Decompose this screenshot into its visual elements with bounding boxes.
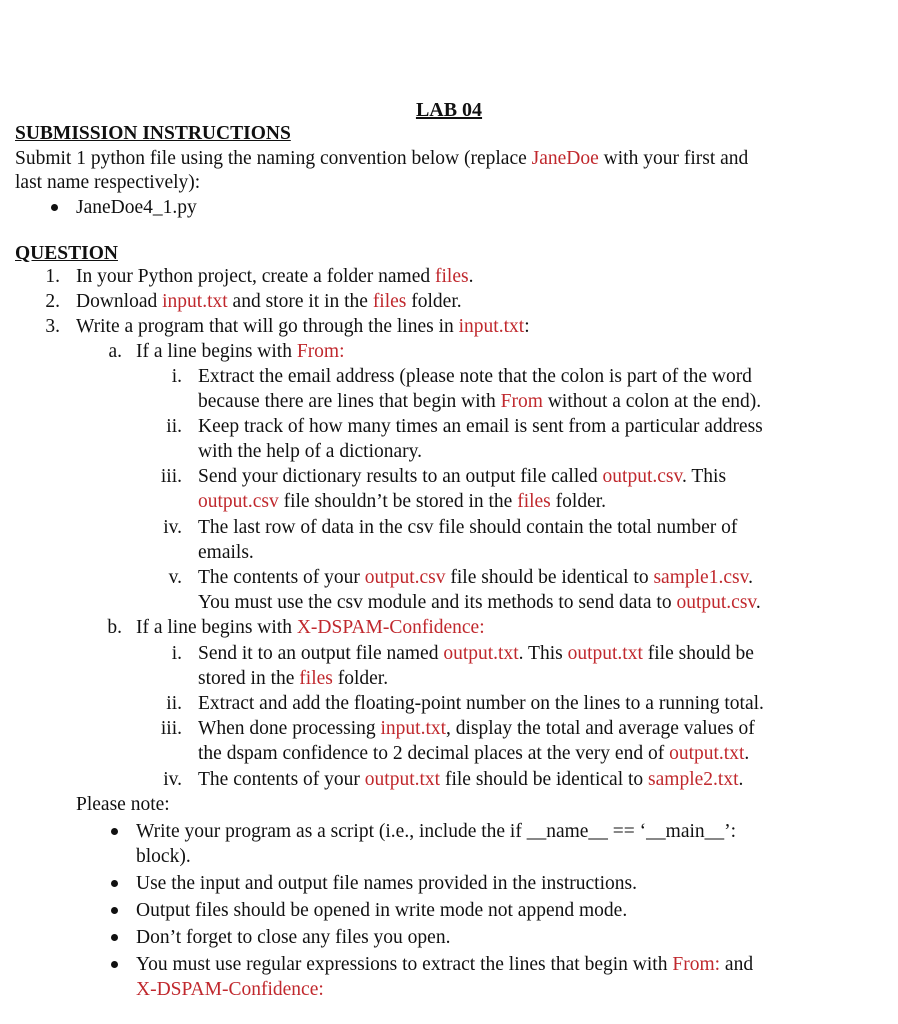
a-iii-line-1: Send your dictionary results to an output file called output.csv. This — [198, 466, 727, 487]
roman-number: i. — [171, 366, 182, 387]
note-heading: Please note: — [76, 794, 170, 815]
submission-line-2: last name respectively): — [15, 172, 201, 193]
a-iii-line-2: output.csv file shouldn’t be stored in the files folder. — [198, 491, 607, 512]
b-iv-line-1: The contents of your output.txt file should be identical to sample2.txt. — [198, 769, 744, 790]
question-item-1: In your Python project, create a folder named files. — [76, 266, 474, 287]
bullet-icon — [111, 934, 118, 941]
note-3: Output files should be opened in write mode not append mode. — [136, 900, 628, 921]
roman-number: i. — [171, 643, 182, 664]
item-number: 3. — [45, 316, 60, 337]
question-item-2: Download input.txt and store it in the files folder. — [76, 291, 462, 312]
sub-item-letter: b. — [107, 617, 122, 638]
submission-heading: SUBMISSION INSTRUCTIONS — [15, 123, 291, 144]
b-iii-line-2: the dspam confidence to 2 decimal places at the very end of output.txt. — [198, 743, 750, 764]
roman-number: iv. — [163, 769, 182, 790]
roman-number: ii. — [166, 693, 182, 714]
submission-filename: JaneDoe4_1.py — [76, 197, 197, 218]
b-iii-line-1: When done processing input.txt, display the total and average values of — [198, 718, 755, 739]
roman-number: iii. — [160, 718, 182, 739]
a-i-line-1: Extract the email address (please note that the colon is part of the word — [198, 366, 752, 387]
a-iv-line-2: emails. — [198, 542, 254, 563]
bullet-icon — [111, 961, 118, 968]
submission-line-1: Submit 1 python file using the naming convention below (replace JaneDoe with your first and — [15, 148, 749, 169]
bullet-icon — [111, 880, 118, 887]
a-ii-line-1: Keep track of how many times an email is sent from a particular address — [198, 416, 763, 437]
bullet-icon — [111, 828, 118, 835]
b-i-line-2: stored in the files folder. — [198, 668, 389, 689]
roman-number: v. — [168, 567, 182, 588]
item-number: 1. — [45, 266, 60, 287]
bullet-icon — [111, 907, 118, 914]
a-ii-line-2: with the help of a dictionary. — [198, 441, 423, 462]
roman-number: iv. — [163, 517, 182, 538]
note-1-line-1: Write your program as a script (i.e., include the if __name__ == ‘__main__’: — [136, 821, 737, 842]
note-5-line-2: X-DSPAM-Confidence: — [136, 979, 324, 1000]
item-number: 2. — [45, 291, 60, 312]
a-v-line-1: The contents of your output.csv file should be identical to sample1.csv. — [198, 567, 753, 588]
bullet-icon — [51, 204, 58, 211]
note-4: Don’t forget to close any files you open. — [136, 927, 451, 948]
b-i-line-1: Send it to an output file named output.txt. This output.txt file should be — [198, 643, 754, 664]
note-5-line-1: You must use regular expressions to extract the lines that begin with From: and — [136, 954, 754, 975]
a-i-line-2: because there are lines that begin with From without a colon at the end). — [198, 391, 762, 412]
note-1-line-2: block). — [136, 846, 191, 867]
a-v-line-2: You must use the csv module and its methods to send data to output.csv. — [198, 592, 761, 613]
question-item-3: Write a program that will go through the lines in input.txt: — [76, 316, 530, 337]
roman-number: iii. — [160, 466, 182, 487]
sub-item-a: If a line begins with From: — [136, 341, 345, 362]
roman-number: ii. — [166, 416, 182, 437]
sub-item-b: If a line begins with X-DSPAM-Confidence: — [136, 617, 485, 638]
b-ii-line-1: Extract and add the floating-point number on the lines to a running total. — [198, 693, 764, 714]
sub-item-letter: a. — [108, 341, 122, 362]
question-heading: QUESTION — [15, 243, 118, 264]
page-title: LAB 04 — [415, 99, 483, 121]
a-iv-line-1: The last row of data in the csv file should contain the total number of — [198, 517, 738, 538]
note-2: Use the input and output file names provided in the instructions. — [136, 873, 637, 894]
